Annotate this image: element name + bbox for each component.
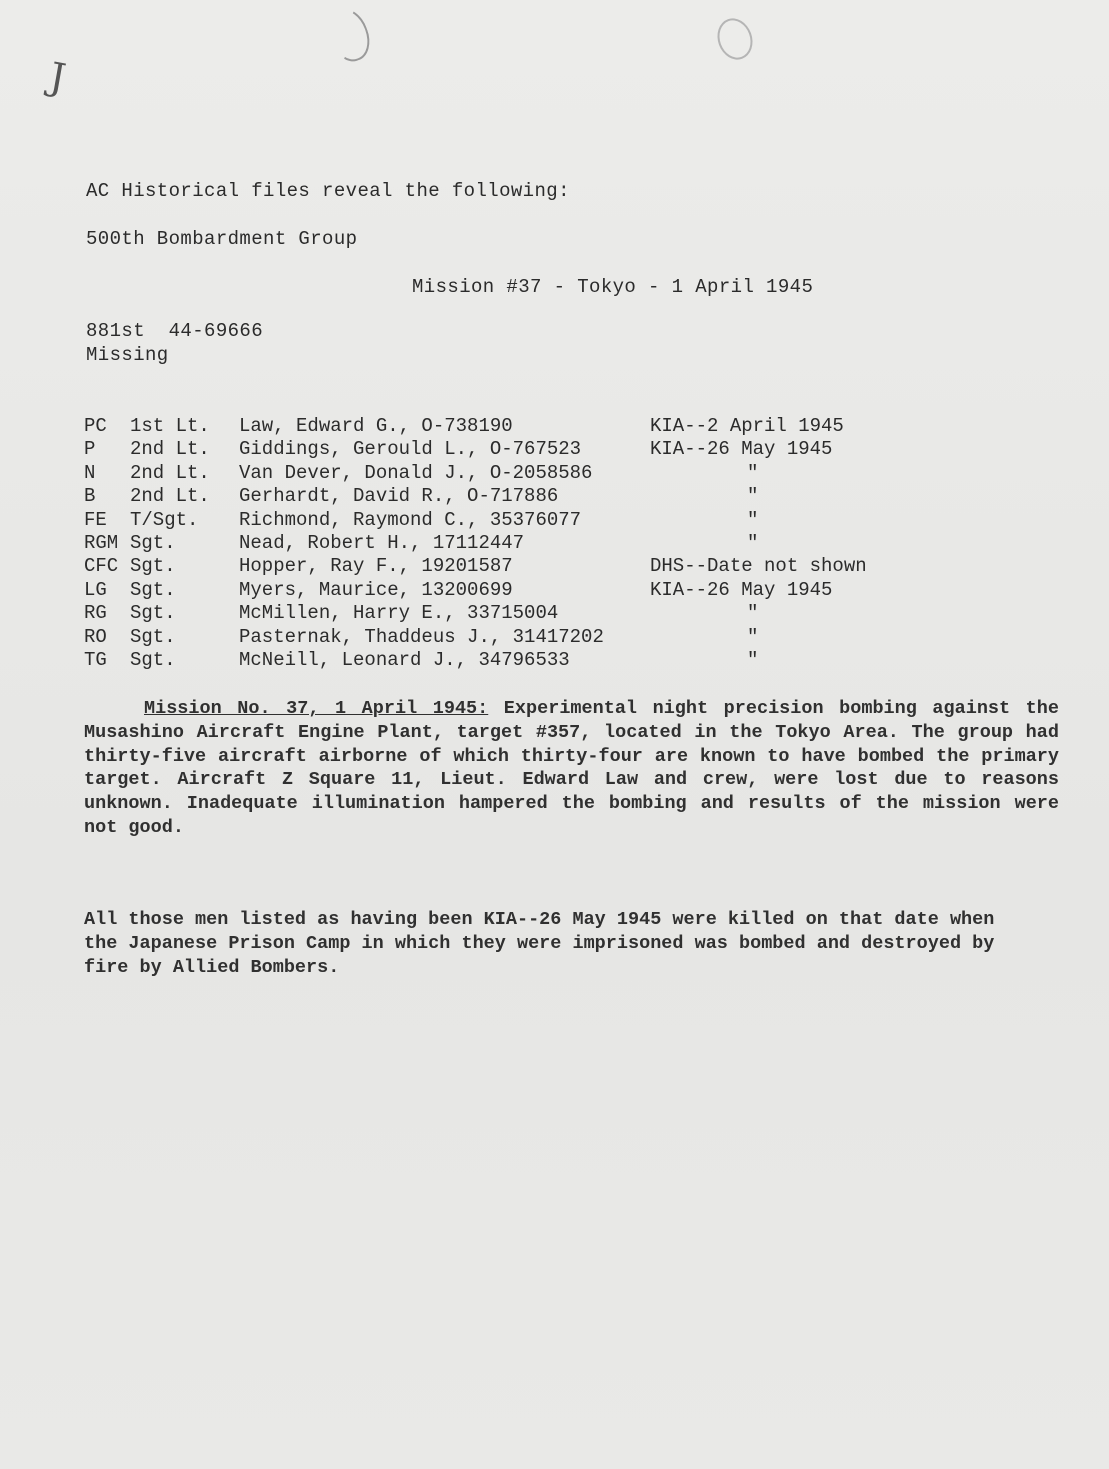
crew-status: " xyxy=(747,625,759,648)
narrative-body: Experimental night precision bombing against the Musashino Aircraft Engine Plant, target #357, located in the Tokyo Area. The group had thirty-five aircraft airborne of which thirty-four are known to have bombed the primary target. Aircraft Z Square 11, Lieut. Edward Law and crew, were lost due to reasons unknown. Inadequate illumination hampered the bombing and results of the mission were not good. xyxy=(84,698,1059,838)
crew-rank: Sgt. xyxy=(130,555,176,578)
crew-name: Pasternak, Thaddeus J., 31417202 xyxy=(239,625,604,648)
aircraft-status: Missing xyxy=(86,344,169,366)
crew-position: PC xyxy=(84,415,107,437)
crew-position: FE xyxy=(84,508,107,531)
crew-row xyxy=(84,485,904,508)
crew-status: " xyxy=(747,508,759,531)
crew-status: " xyxy=(747,485,759,508)
crew-position: CFC xyxy=(84,555,119,578)
crew-name: Van Dever, Donald J., O-2058586 xyxy=(239,461,593,484)
crew-status: KIA--26 May 1945 xyxy=(650,578,833,601)
crew-status: " xyxy=(747,531,759,554)
crew-name: McNeill, Leonard J., 34796533 xyxy=(239,648,570,671)
crew-name: Gerhardt, David R., O-717886 xyxy=(239,485,559,508)
crew-rank: Sgt. xyxy=(130,578,176,601)
punch-hole-mark xyxy=(712,13,758,64)
intro-line: AC Historical files reveal the following: xyxy=(86,180,570,202)
crew-name: McMillen, Harry E., 33715004 xyxy=(239,602,559,625)
crew-name: Nead, Robert H., 17112447 xyxy=(239,531,525,554)
crew-status: KIA--2 April 1945 xyxy=(650,415,844,437)
crew-position: P xyxy=(84,438,96,461)
crew-status: DHS--Date not shown xyxy=(650,555,867,578)
crew-name: Hopper, Ray F., 19201587 xyxy=(239,555,513,578)
crew-list xyxy=(84,415,904,672)
punch-hole-mark xyxy=(322,3,376,67)
crew-rank: 2nd Lt. xyxy=(130,461,210,484)
crew-name: Law, Edward G., O-738190 xyxy=(239,415,513,437)
squadron-aircraft: 881st 44-69666 xyxy=(86,320,264,342)
handwritten-mark: J xyxy=(46,54,69,100)
crew-rank: 2nd Lt. xyxy=(130,438,210,461)
crew-status: " xyxy=(747,602,759,625)
crew-position: LG xyxy=(84,578,107,601)
crew-position: N xyxy=(84,461,96,484)
crew-row xyxy=(84,626,904,649)
crew-row xyxy=(84,602,904,625)
narrative-lead: Mission No. 37, 1 April 1945: xyxy=(144,698,489,719)
crew-position: B xyxy=(84,485,96,508)
group-name: 500th Bombardment Group xyxy=(86,228,358,250)
crew-row xyxy=(84,438,904,461)
mission-heading: Mission #37 - Tokyo - 1 April 1945 xyxy=(412,276,814,298)
crew-rank: 1st Lt. xyxy=(130,415,210,437)
crew-name: Richmond, Raymond C., 35376077 xyxy=(239,508,582,531)
footer-note: All those men listed as having been KIA--26 May 1945 were killed on that date when the Japanese Prison Camp in which they were imprisoned was bombed and destroyed by fire by Allied Bombers. xyxy=(84,909,995,978)
crew-status: KIA--26 May 1945 xyxy=(650,438,833,461)
crew-status: " xyxy=(747,648,759,671)
crew-rank: Sgt. xyxy=(130,625,176,648)
mission-narrative xyxy=(84,697,1059,840)
crew-row xyxy=(84,532,904,555)
crew-position: TG xyxy=(84,648,107,671)
crew-position: RGM xyxy=(84,531,119,554)
crew-rank: T/Sgt. xyxy=(130,508,199,531)
crew-status: " xyxy=(747,461,759,484)
crew-row xyxy=(84,555,904,578)
crew-rank: 2nd Lt. xyxy=(130,485,210,508)
crew-name: Myers, Maurice, 13200699 xyxy=(239,578,513,601)
crew-row xyxy=(84,415,904,438)
crew-rank: Sgt. xyxy=(130,602,176,625)
crew-row xyxy=(84,509,904,532)
crew-row xyxy=(84,462,904,485)
crew-position: RO xyxy=(84,625,107,648)
crew-row xyxy=(84,649,904,672)
crew-position: RG xyxy=(84,602,107,625)
crew-rank: Sgt. xyxy=(130,531,176,554)
crew-name: Giddings, Gerould L., O-767523 xyxy=(239,438,582,461)
crew-rank: Sgt. xyxy=(130,648,176,671)
crew-row xyxy=(84,579,904,602)
